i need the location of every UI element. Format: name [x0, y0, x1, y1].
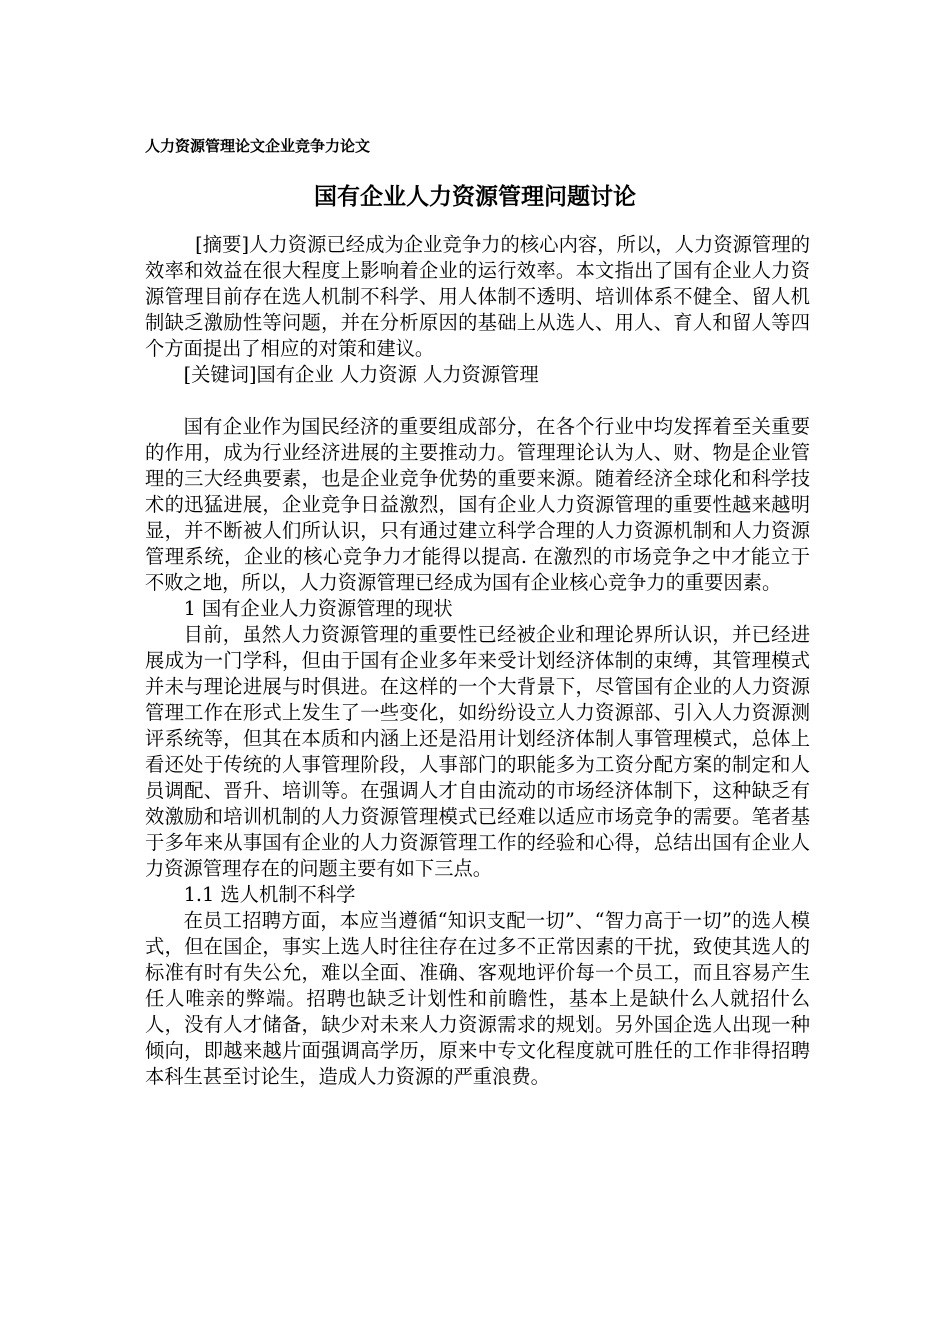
intro-paragraph: 国有企业作为国民经济的重要组成部分，在各个行业中均发挥着至关重要的作用，成为行业经济进展的主要推动力。管理理论认为人、财、物是企业管理的三大经典要素，也是企业竞争优势的重要来源。随着经济全球化和科学技术的迅猛进展，企业竞争日益激烈，国有企业人力资源管理的重要性越来越明显，并不断被人们所认识，只有通过建立科学合理的人力资源机制和人力资源管理系统，企业的核心竞争力才能得以提高. 在激烈的市场竞争之中才能立于不败之地，所以，人力资源管理已经成为国有企业核心竞争力的重要因素。: [145, 415, 810, 594]
section-1-1-paragraph: 在员工招聘方面，本应当遵循“知识支配一切”、“智力高于一切”的选人模式，但在国企，事实上选人时往往存在过多不正常因素的干扰，致使其选人的标准有时有失公允，难以全面、准确、客观地评价每一个员工，而且容易产生任人唯亲的弊端。招聘也缺乏计划性和前瞻性，基本上是缺什么人就招什么人，没有人才储备，缺少对未来人力资源需求的规划。另外国企选人出现一种倾向，即越来越片面强调高学历，原来中专文化程度就可胜任的工作非得招聘本科生甚至讨论生，造成人力资源的严重浪费。: [145, 909, 810, 1088]
section-1-paragraph: 目前，虽然人力资源管理的重要性已经被企业和理论界所认识，并已经进展成为一门学科，但由于国有企业多年来受计划经济体制的束缚，其管理模式并未与理论进展与时俱进。在这样的一个大背景下，尽管国有企业的人力资源管理工作在形式上发生了一些变化，如纷纷设立人力资源部、引入人力资源测评系统等，但其在本质和内涵上还是沿用计划经济体制人事管理模式，总体上看还处于传统的人事管理阶段，人事部门的职能多为工资分配方案的制定和人员调配、晋升、培训等。在强调人才自由流动的市场经济体制下，这种缺乏有效激励和培训机制的人力资源管理模式已经难以适应市场竞争的需要。笔者基于多年来从事国有企业的人力资源管理工作的经验和心得，总结出国有企业人力资源管理存在的问题主要有如下三点。: [145, 623, 810, 880]
abstract-paragraph: [摘要]人力资源已经成为企业竞争力的核心内容，所以，人力资源管理的效率和效益在很大程度上影响着企业的运行效率。本文指出了国有企业人力资源管理目前存在选人机制不科学、用人体制不透明、培训体系不健全、留人机制缺乏激励性等问题，并在分析原因的基础上从选人、用人、育人和留人等四个方面提出了相应的对策和建议。: [145, 233, 810, 360]
document-header: 人力资源管理论文企业竞争力论文: [145, 137, 371, 155]
keywords-paragraph: [关键词]国有企业 人力资源 人力资源管理: [183, 363, 539, 386]
section-1-heading: 1 国有企业人力资源管理的现状: [183, 597, 453, 620]
paragraph-spacer: [145, 388, 810, 414]
section-1-1-heading: 1.1 选人机制不科学: [183, 883, 356, 906]
document-body: [145, 232, 810, 1090]
document-title: 国有企业人力资源管理问题讨论: [314, 183, 636, 210]
